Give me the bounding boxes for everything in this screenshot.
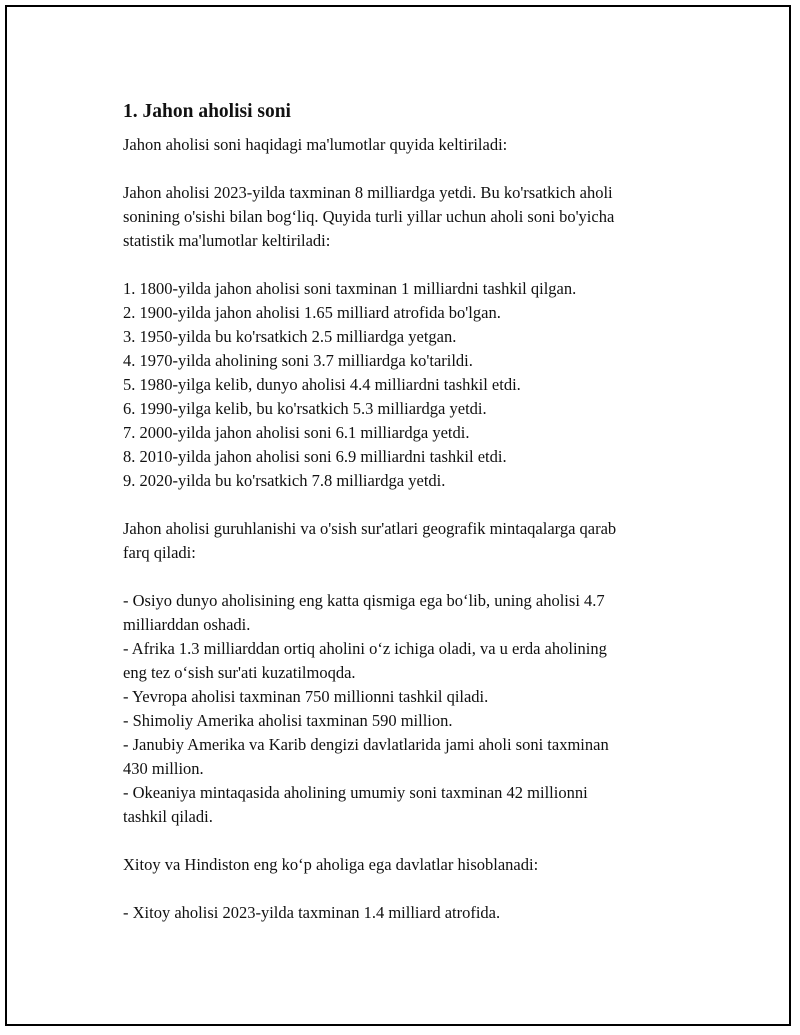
document-page bbox=[5, 5, 791, 1026]
list-item: 8. 2010-yilda jahon aholisi soni 6.9 milliardni tashkil etdi. bbox=[123, 447, 507, 466]
list-item: milliarddan oshadi. bbox=[123, 615, 251, 634]
list-item: 430 million. bbox=[123, 759, 204, 778]
intro-line: Jahon aholisi soni haqidagi ma'lumotlar quyida keltiriladi: bbox=[123, 135, 508, 154]
list-item: - Xitoy aholisi 2023-yilda taxminan 1.4 milliard atrofida. bbox=[123, 903, 501, 922]
paragraph-line: sonining o'sishi bilan bog‘liq. Quyida turli yillar uchun aholi soni bo'yicha bbox=[123, 207, 615, 226]
list-item: - Afrika 1.3 milliarddan ortiq aholini o‘z ichiga oladi, va u erda aholining bbox=[123, 639, 607, 658]
list-item: eng tez o‘sish sur'ati kuzatilmoqda. bbox=[123, 663, 356, 682]
list-item: tashkil qiladi. bbox=[123, 807, 213, 826]
paragraph-regions-intro bbox=[123, 517, 683, 565]
section-title: 1. Jahon aholisi soni bbox=[123, 101, 291, 122]
paragraph-line: Jahon aholisi guruhlanishi va o'sish sur'atlari geografik mintaqalarga qarab bbox=[123, 519, 617, 538]
paragraph-line: Jahon aholisi 2023-yilda taxminan 8 milliardga yetdi. Bu ko'rsatkich aholi bbox=[123, 183, 613, 202]
paragraph-gap bbox=[123, 253, 683, 277]
list-item: 5. 1980-yilga kelib, dunyo aholisi 4.4 milliardni tashkil etdi. bbox=[123, 375, 521, 394]
years-list bbox=[123, 277, 683, 493]
paragraph-gap bbox=[123, 877, 683, 901]
paragraph-population-2023 bbox=[123, 181, 683, 253]
list-item: 7. 2000-yilda jahon aholisi soni 6.1 milliardga yetdi. bbox=[123, 423, 470, 442]
list-item: 3. 1950-yilda bu ko'rsatkich 2.5 milliardga yetgan. bbox=[123, 327, 457, 346]
regions-list bbox=[123, 589, 683, 829]
document-body bbox=[123, 100, 683, 925]
list-item: - Osiyo dunyo aholisining eng katta qismiga ega bo‘lib, uning aholisi 4.7 bbox=[123, 591, 605, 610]
paragraph-gap bbox=[123, 829, 683, 853]
paragraph-gap bbox=[123, 157, 683, 181]
list-item: - Shimoliy Amerika aholisi taxminan 590 million. bbox=[123, 711, 453, 730]
list-item: 6. 1990-yilga kelib, bu ko'rsatkich 5.3 milliardga yetdi. bbox=[123, 399, 487, 418]
list-item: - Janubiy Amerika va Karib dengizi davlatlarida jami aholi soni taxminan bbox=[123, 735, 609, 754]
paragraph-gap bbox=[123, 565, 683, 589]
paragraph-line: statistik ma'lumotlar keltiriladi: bbox=[123, 231, 331, 250]
paragraph-countries-intro: Xitoy va Hindiston eng ko‘p aholiga ega davlatlar hisoblanadi: bbox=[123, 855, 539, 874]
list-item: 2. 1900-yilda jahon aholisi 1.65 milliard atrofida bo'lgan. bbox=[123, 303, 501, 322]
countries-list bbox=[123, 901, 683, 925]
paragraph-line: farq qiladi: bbox=[123, 543, 196, 562]
list-item: 9. 2020-yilda bu ko'rsatkich 7.8 milliardga yetdi. bbox=[123, 471, 446, 490]
paragraph-gap bbox=[123, 493, 683, 517]
list-item: - Yevropa aholisi taxminan 750 millionni tashkil qiladi. bbox=[123, 687, 489, 706]
list-item: - Okeaniya mintaqasida aholining umumiy soni taxminan 42 millionni bbox=[123, 783, 588, 802]
list-item: 1. 1800-yilda jahon aholisi soni taxminan 1 milliardni tashkil qilgan. bbox=[123, 279, 577, 298]
list-item: 4. 1970-yilda aholining soni 3.7 milliardga ko'tarildi. bbox=[123, 351, 473, 370]
